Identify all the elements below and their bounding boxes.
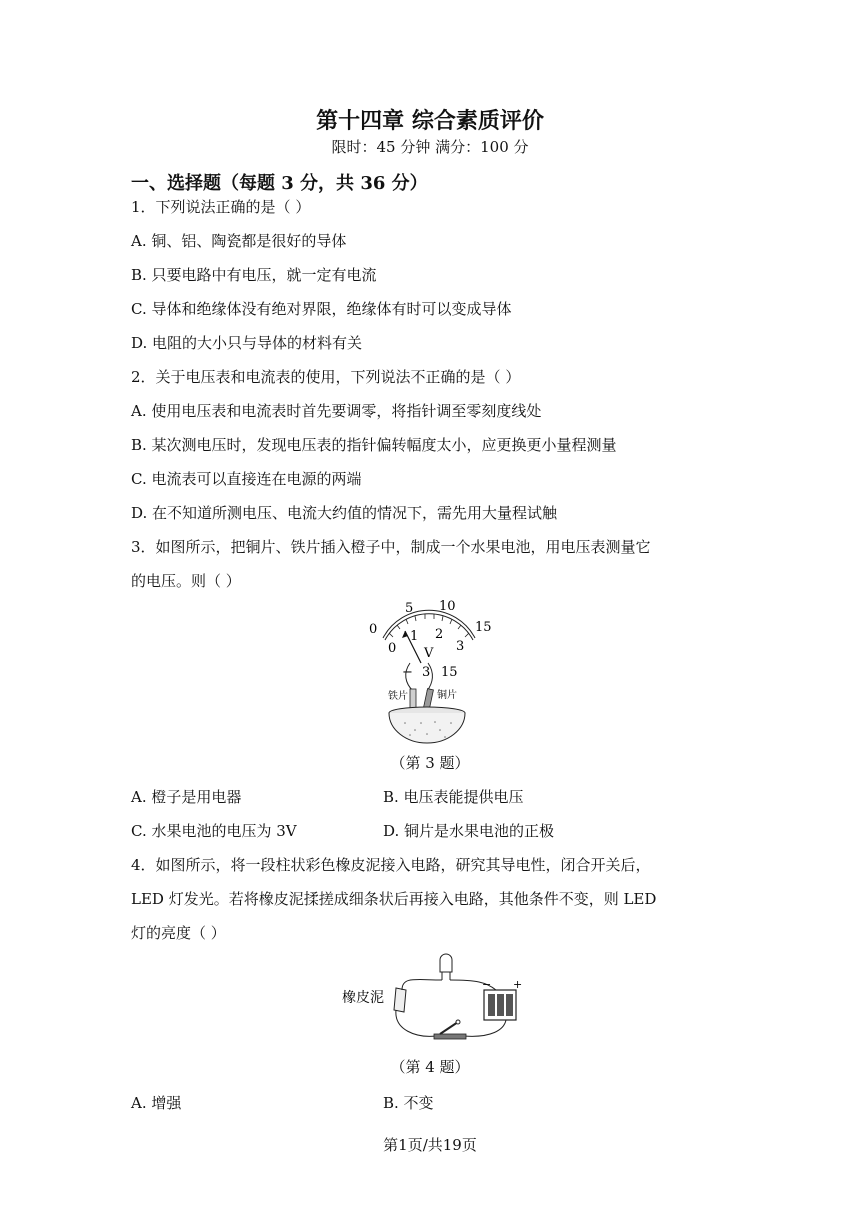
figure-3-caption: （第 3 题） xyxy=(390,754,470,772)
section-heading: 一、选择题（每题 3 分，共 36 分） xyxy=(131,173,428,194)
question-4-stem-line-2: LED 灯发光。若将橡皮泥揉搓成细条状后再接入电路，其他条件不变，则 LED xyxy=(131,890,657,908)
plasticine-label: 橡皮泥 xyxy=(342,990,384,1006)
question-1-stem: 1．下列说法正确的是（ ） xyxy=(131,198,311,216)
scale-outer-15: 15 xyxy=(475,620,492,635)
question-1-option-c: C. 导体和绝缘体没有绝对界限，绝缘体有时可以变成导体 xyxy=(131,300,512,318)
copper-plate-label: 铜片 xyxy=(437,690,457,701)
terminal-15: 15 xyxy=(441,665,458,680)
question-2-option-a: A. 使用电压表和电流表时首先要调零，将指针调至零刻度线处 xyxy=(131,402,542,420)
page-number: 第1页/共19页 xyxy=(383,1136,477,1154)
battery-minus: − xyxy=(482,978,492,991)
question-1-option-b: B. 只要电路中有电压，就一定有电流 xyxy=(131,266,377,284)
question-3-option-d: D. 铜片是水果电池的正极 xyxy=(383,822,555,840)
question-4-stem-line-1: 4．如图所示，将一段柱状彩色橡皮泥接入电路，研究其导电性，闭合开关后， xyxy=(131,856,651,874)
switch-lever xyxy=(440,1022,458,1034)
terminal-3: 3 xyxy=(422,665,431,680)
question-1-option-a: A. 铜、铝、陶瓷都是很好的导体 xyxy=(131,232,347,250)
scale-inner-2: 2 xyxy=(435,627,444,642)
scale-outer-0: 0 xyxy=(369,622,378,637)
scale-outer-5: 5 xyxy=(405,601,414,616)
led-icon xyxy=(440,954,452,972)
question-2-option-b: B. 某次测电压时，发现电压表的指针偏转幅度太小，应更换更小量程测量 xyxy=(131,436,617,454)
fruit-battery-figure xyxy=(355,595,505,745)
question-3-stem-line-1: 3．如图所示，把铜片、铁片插入橙子中，制成一个水果电池，用电压表测量它 xyxy=(131,538,651,556)
battery-plus: + xyxy=(513,978,523,991)
question-3-option-b: B. 电压表能提供电压 xyxy=(383,788,524,806)
question-4-option-a: A. 增强 xyxy=(131,1094,182,1112)
switch-base xyxy=(434,1034,466,1039)
question-3-option-a: A. 橙子是用电器 xyxy=(131,788,242,806)
plasticine-cylinder xyxy=(394,988,406,1012)
page-title: 第十四章 综合素质评价 xyxy=(316,108,544,134)
iron-plate-label: 铁片 xyxy=(388,691,408,702)
time-score-limit: 限时：45 分钟 满分：100 分 xyxy=(331,138,529,156)
orange-half xyxy=(389,713,465,743)
question-1-option-d: D. 电阻的大小只与导体的材料有关 xyxy=(131,334,363,352)
question-3-stem-line-2: 的电压。则（ ） xyxy=(131,572,241,590)
scale-inner-0: 0 xyxy=(388,641,397,656)
terminal-minus: − xyxy=(402,665,413,680)
question-3-option-c: C. 水果电池的电压为 3V xyxy=(131,822,297,840)
question-2-option-c: C. 电流表可以直接连在电源的两端 xyxy=(131,470,362,488)
question-2-option-d: D. 在不知道所测电压、电流大约值的情况下，需先用大量程试触 xyxy=(131,504,558,522)
question-2-stem: 2．关于电压表和电流表的使用，下列说法不正确的是（ ） xyxy=(131,368,521,386)
plasticine-circuit-figure xyxy=(336,950,536,1050)
figure-4-caption: （第 4 题） xyxy=(390,1058,470,1076)
scale-inner-1: 1 xyxy=(410,629,419,644)
meter-unit: V xyxy=(424,646,434,661)
question-4-option-b: B. 不变 xyxy=(383,1094,434,1112)
question-4-stem-line-3: 灯的亮度（ ） xyxy=(131,924,226,942)
scale-outer-10: 10 xyxy=(439,599,456,614)
scale-inner-3: 3 xyxy=(456,639,465,654)
